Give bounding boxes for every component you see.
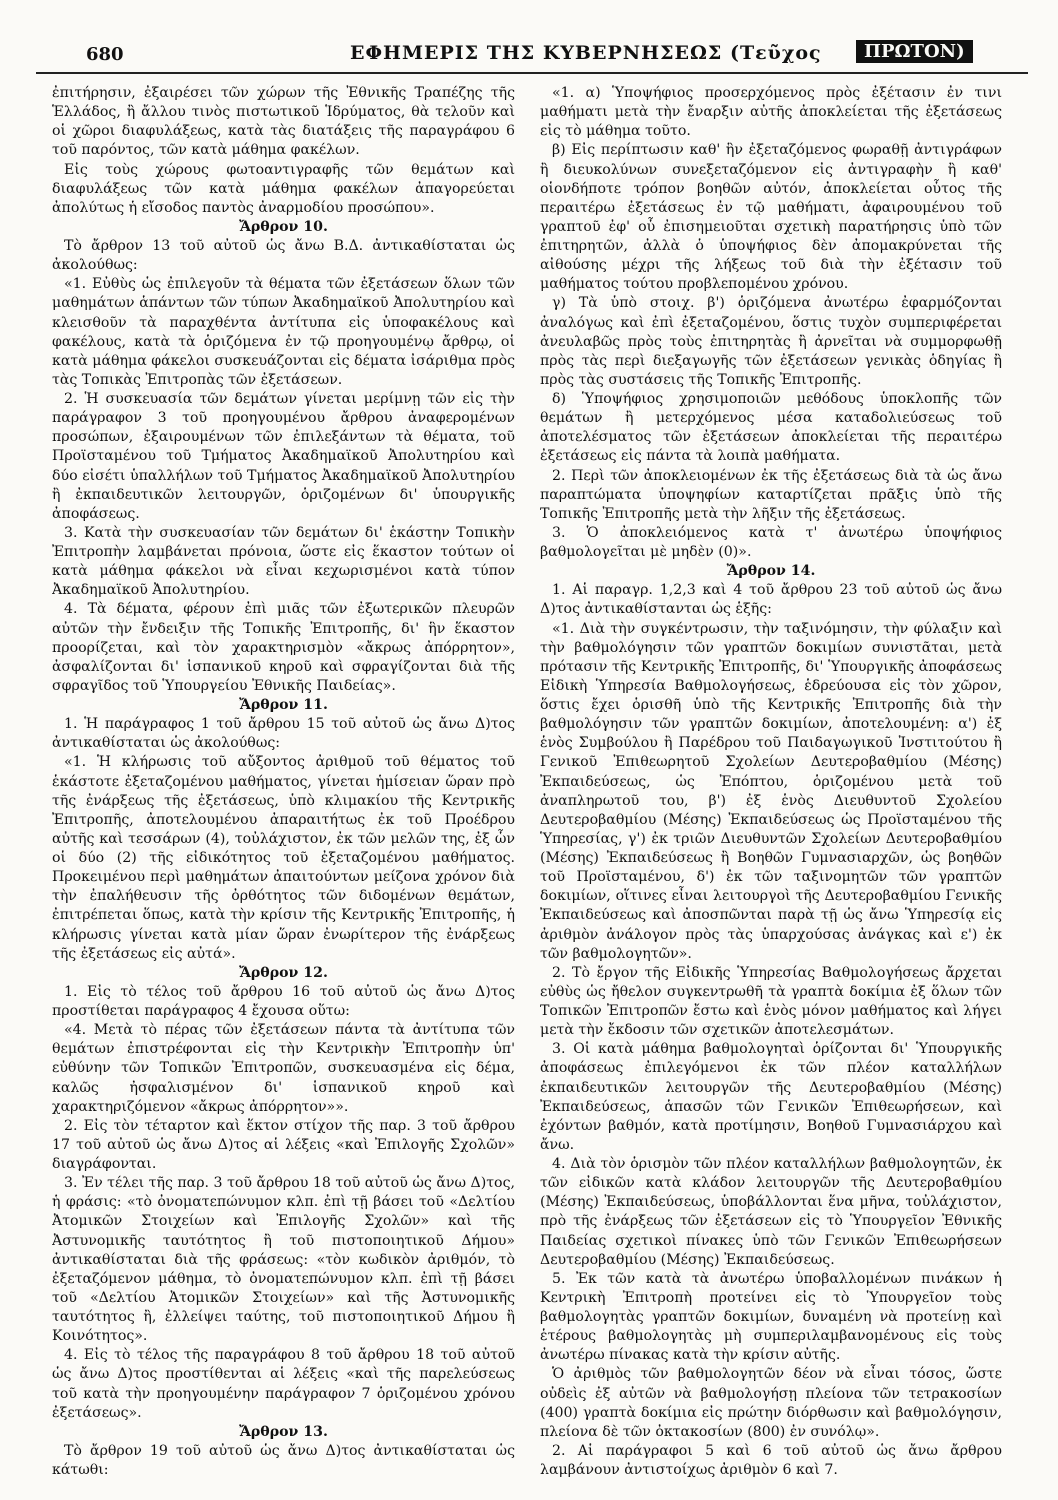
paragraph: «1. Ἡ κλήρωσις τοῦ αὔξοντος ἀριθμοῦ τοῦ θέματος τοῦ ἑκάστοτε ἐξεταζομένου μαθήματος, γίνεται ἡμίσειαν ὥραν πρὸ τῆς ἐνάρξεως τῆς ἐξετάσεως, ὑπὸ κλιμακίου τῆς Κεντρικῆς Ἐπιτροπῆς, ἀποτελουμένου ἀπαραιτήτως ἐκ τοῦ Προέδρου αὐτῆς καὶ τεσσάρων (4), τοὐλάχιστον, ἐκ τῶν μελῶν της, ἐξ ὧν οἱ δύο (2) τῆς εἰδικότητος τοῦ ἐξεταζομένου μαθήματος. Προκειμένου περὶ μαθημάτων ἀπαιτούντων μείζονα χρόνον διὰ τὴν ἐπαλήθευσιν τῆς ὀρθότητος τῶν διδομένων θεμάτων, ἐπιτρέπεται ὅπως, κατὰ τὴν κρίσιν τῆς Κεντρικῆς Ἐπιτροπῆς, ἡ κλήρωσις γίνεται κατὰ μίαν ὥραν ἐνωρίτερον τῆς ἐνάρξεως τῆς ἐξετάσεως εἰς αὐτά». [52, 754, 515, 962]
right-text-column [540, 84, 1002, 1492]
paragraph: 4. Τὰ δέματα, φέρουν ἐπὶ μιᾶς τῶν ἐξωτερικῶν πλευρῶν αὐτῶν τὴν ἔνδειξιν τῆς Τοπικῆς Ἐπιτροπῆς, δι' ἣν ἕκαστον προορίζεται, καὶ τὸν χαρακτηρισμὸν «ἄκρως ἀπόρρητον», ἀσφαλίζονται δι' ἱσπανικοῦ κηροῦ καὶ σφραγίζονται διὰ τῆς σφραγῖδος τοῦ Ὑπουργείου Ἐθνικῆς Παιδείας». [52, 601, 515, 694]
paragraph: 2. Τὸ ἔργον τῆς Εἰδικῆς Ὑπηρεσίας Βαθμολογήσεως ἄρχεται εὐθὺς ὡς ἤθελον συγκεντρωθῆ τὰ γραπτὰ δοκίμια ἐξ ὅλων τῶν Τοπικῶν Ἐπιτροπῶν ἔστω καὶ ἑνὸς μόνον μαθήματος καὶ λήγει μετὰ τὴν ἔκδοσιν τῶν σχετικῶν ἀποτελεσμάτων. [540, 964, 1002, 1039]
issue-label: ΠΡΩΤΟΝ) [856, 40, 973, 63]
article-heading: Ἄρθρον 11. [239, 697, 328, 713]
page-number: 680 [86, 44, 124, 65]
article-heading: Ἄρθρον 14. [726, 563, 816, 580]
paragraph: 3. Οἱ κατὰ μάθημα βαθμολογηταὶ ὁρίζονται δι' Ὑπουργικῆς ἀποφάσεως ἐπιλεγόμενοι ἐκ τῶν πλέον καταλλήλων ἐκπαιδευτικῶν λειτουργῶν τῆς Δευτεροβαθμίου (Μέσης) Ἐκπαιδεύσεως, ἁπασῶν τῶν Γενικῶν Ἐπιθεωρήσεων, καὶ ἐχόντων βαθμόν, κατὰ προτίμησιν, Βοηθοῦ Γυμνασιάρχου καὶ ἄνω. [540, 1041, 1002, 1153]
paragraph: Εἰς τοὺς χώρους φωτοαντιγραφῆς τῶν θεμάτων καὶ διαφυλάξεως τῶν κατὰ μάθημα φακέλων ἀπαγορεύεται ἀπολύτως ἡ εἴσοδος παντὸς ἀναρμοδίου προσώπου». [52, 161, 515, 216]
paragraph: 4. Διὰ τὸν ὁρισμὸν τῶν πλέον καταλλήλων βαθμολογητῶν, ἐκ τῶν εἰδικῶν κατὰ κλάδον λειτουργῶν τῆς Δευτεροβαθμίου (Μέσης) Ἐκπαιδεύσεως, ὑποβάλλονται ἕνα μῆνα, τοὐλάχιστον, πρὸ τῆς ἐνάρξεως τῶν ἐξετάσεων εἰς τὸ Ὑπουργεῖον Ἐθνικῆς Παιδείας σχετικοὶ πίνακες ὑπὸ τῶν Γενικῶν Ἐπιθεωρήσεων Δευτεροβαθμίου (Μέσης) Ἐκπαιδεύσεως. [540, 1156, 1002, 1268]
paragraph: Τὸ ἄρθρον 13 τοῦ αὐτοῦ ὡς ἄνω Β.Δ. ἀντικαθίσταται ὡς ἀκολούθως: [52, 238, 515, 274]
paragraph: 2. Αἱ παράγραφοι 5 καὶ 6 τοῦ αὐτοῦ ὡς ἄνω ἄρθρου λαμβάνουν ἀντιστοίχως ἀριθμὸν 6 καὶ 7. [540, 1442, 1002, 1478]
paragraph: 3. Κατὰ τὴν συσκευασίαν τῶν δεμάτων δι' ἑκάστην Τοπικὴν Ἐπιτροπὴν λαμβάνεται πρόνοια, ὥστε εἰς ἕκαστον τούτων οἱ κατὰ μάθημα φάκελοι νὰ εἶναι κεχωρισμένοι κατὰ τύπον Ἀκαδημαϊκοῦ Ἀπολυτηρίου. [52, 524, 515, 599]
paragraph: «1. α) Ὑποψήφιος προσερχόμενος πρὸς ἐξέτασιν ἐν τινι μαθήματι μετὰ τὴν ἔναρξιν αὐτῆς ἀποκλείεται τῆς ἐξετάσεως εἰς τὸ μάθημα τοῦτο. [540, 85, 1002, 140]
paragraph: 1. Ἡ παράγραφος 1 τοῦ ἄρθρου 15 τοῦ αὐτοῦ ὡς ἄνω Δ)τος ἀντικαθίσταται ὡς ἀκολούθως: [52, 716, 515, 752]
paragraph: «1. Διὰ τὴν συγκέντρωσιν, τὴν ταξινόμησιν, τὴν φύλαξιν καὶ τὴν βαθμολόγησιν τῶν γραπτῶν δοκιμίων συνιστᾶται, μετὰ πρότασιν τῆς Κεντρικῆς Ἐπιτροπῆς, δι' Ὑπουργικῆς ἀποφάσεως Εἰδικὴ Ὑπηρεσία Βαθμολογήσεως, ἑδρεύουσα εἰς τὸν χῶρον, ὅστις ἔχει ὁρισθῆ ὑπὸ τῆς Κεντρικῆς Ἐπιτροπῆς διὰ τὴν βαθμολόγησιν τῶν γραπτῶν δοκιμίων, ἀποτελουμένη: α') ἐξ ἑνὸς Συμβούλου ἢ Παρέδρου τοῦ Παιδαγωγικοῦ Ἰνστιτούτου ἢ Γενικοῦ Ἐπιθεωρητοῦ Σχολείων Δευτεροβαθμίου (Μέσης) Ἐκπαιδεύσεως, ὡς Ἐπόπτου, ὁριζομένου μετὰ τοῦ ἀναπληρωτοῦ του, β') ἐξ ἑνὸς Διευθυντοῦ Σχολείου Δευτεροβαθμίου (Μέσης) Ἐκπαιδεύσεως ὡς Προϊσταμένου τῆς Ὑπηρεσίας, γ') ἐκ τριῶν Διευθυντῶν Σχολείων Δευτεροβαθμίου (Μέσης) Ἐκπαιδεύσεως ἢ Βοηθῶν Γυμνασιαρχῶν, ὡς βοηθῶν τοῦ Προϊσταμένου, δ') ἐκ τῶν ταξινομητῶν τῶν γραπτῶν δοκιμίων, οἵτινες εἶναι λειτουργοὶ τῆς Δευτεροβαθμίου Γενικῆς Ἐκπαιδεύσεως καὶ ἀποσπῶνται παρὰ τῇ ὡς ἄνω Ὑπηρεσίᾳ εἰς ἀριθμὸν ἀνάλογον πρὸς τὰς ὑπαρχούσας ἀνάγκας καὶ ε') ἐκ τῶν βαθμολογητῶν». [540, 620, 1002, 962]
article-heading: Ἄρθρον 13. [239, 1423, 328, 1440]
paragraph: «1. Εὐθὺς ὡς ἐπιλεγοῦν τὰ θέματα τῶν ἐξετάσεων ὅλων τῶν μαθημάτων ἁπάντων τῶν τύπων Ἀκαδημαϊκοῦ Ἀπολυτηρίου καὶ κλεισθοῦν τὰ παραχθέντα ἀντίτυπα εἰς ὑποφακέλους καὶ φακέλους, κατὰ τὰ ὁριζόμενα ἐν τῷ προηγουμένῳ ἄρθρῳ, οἱ κατὰ μάθημα φάκελοι συσκευάζονται εἰς δέματα ἰσάριθμα πρὸς τὰς Τοπικὰς Ἐπιτροπὰς τῶν ἐξετάσεων. [52, 276, 515, 388]
paragraph: Τὸ ἄρθρον 19 τοῦ αὐτοῦ ὡς ἄνω Δ)τος ἀντικαθίσταται ὡς κάτωθι: [52, 1442, 515, 1478]
paragraph: 3. Ἐν τέλει τῆς παρ. 3 τοῦ ἄρθρου 18 τοῦ αὐτοῦ ὡς ἄνω Δ)τος, ἡ φράσις: «τὸ ὀνοματεπώνυμον κλπ. ἐπὶ τῇ βάσει τοῦ «Δελτίου Ἀτομικῶν Στοιχείων καὶ Ἐπιλογῆς Σχολῶν» καὶ τῆς Ἀστυνομικῆς ταυτότητος ἢ τοῦ πιστοποιητικοῦ Δήμου» ἀντικαθίσταται διὰ τῆς φράσεως: «τὸν κωδικὸν ἀριθμόν, τὸ ἐξεταζόμενον μάθημα, τὸ ὀνοματεπώνυμον κλπ. ἐπὶ τῇ βάσει τοῦ «Δελτίου Ἀτομικῶν Στοιχείων» καὶ τῆς Ἀστυνομικῆς ταυτότητος ἢ, ἐλλείψει ταύτης, τοῦ πιστοποιητικοῦ Δήμου ἢ Κοινότητος». [52, 1175, 515, 1345]
paragraph: 4. Εἰς τὸ τέλος τῆς παραγράφου 8 τοῦ ἄρθρου 18 τοῦ αὐτοῦ ὡς ἄνω Δ)τος προστίθενται αἱ λέξεις «καὶ τῆς παρελεύσεως τοῦ κατὰ τὴν προηγουμένην παράγραφον 7 ὁριζομένου χρόνου ἐξετάσεως». [52, 1347, 515, 1421]
paragraph: γ) Τὰ ὑπὸ στοιχ. β') ὁριζόμενα ἀνωτέρω ἐφαρμόζονται ἀναλόγως καὶ ἐπὶ ἐξεταζομένου, ὅστις τυχὸν συμπεριφέρεται ἀνευλαβῶς πρὸς τοὺς ἐπιτηρητὰς ἢ ἀρνεῖται νὰ συμμορφωθῇ πρὸς τὰς περὶ διεξαγωγῆς τῶν ἐξετάσεων γενικὰς ὁδηγίας ἢ πρὸς τὰς συστάσεις τῆς Τοπικῆς Ἐπιτροπῆς. [540, 295, 1002, 388]
paragraph: β) Εἰς περίπτωσιν καθ' ἣν ἐξεταζόμενος φωραθῇ ἀντιγράφων ἢ διευκολύνων συνεξεταζόμενον εἰς ἀντιγραφὴν ἢ καθ' οἱονδήποτε τρόπον βοηθῶν αὐτόν, ἀποκλείεται οὗτος τῆς περαιτέρω ἐξετάσεως ἐν τῷ μαθήματι, ἀφαιρουμένου τοῦ γραπτοῦ ἐφ' οὗ ἐπισημειοῦται σχετικὴ παρατήρησις ὑπὸ τῶν ἐπιτηρητῶν, ἀλλὰ ὁ ὑποψήφιος δὲν ἀπομακρύνεται τῆς αἰθούσης μέχρι τῆς λήξεως τοῦ διὰ τὴν ἐξέτασιν τοῦ μαθήματος τούτου προβλεπομένου χρόνου. [540, 142, 1002, 293]
left-text-column [52, 84, 515, 1492]
paragraph: 3. Ὁ ἀποκλειόμενος κατὰ τ' ἀνωτέρω ὑποψήφιος βαθμολογεῖται μὲ μηδὲν (0)». [540, 524, 1002, 560]
gazette-title: ΕΦΗΜΕΡΙΣ ΤΗΣ ΚΥΒΕΡΝΗΣΕΩΣ (Τεῦχος [350, 42, 822, 64]
paragraph: 2. Περὶ τῶν ἀποκλειομένων ἐκ τῆς ἐξετάσεως διὰ τὰ ὡς ἄνω παραπτώματα ὑποψηφίων καταρτίζεται πρᾶξις ὑπὸ τῆς Τοπικῆς Ἐπιτροπῆς μετὰ τὴν λῆξιν τῆς ἐξετάσεως. [540, 467, 1002, 522]
paragraph: «4. Μετὰ τὸ πέρας τῶν ἐξετάσεων πάντα τὰ ἀντίτυπα τῶν θεμάτων ἐπιστρέφονται εἰς τὴν Κεντρικὴν Ἐπιτροπὴν ὑπ' εὐθύνην τῶν Τοπικῶν Ἐπιτροπῶν, συσκευασμένα εἰς δέμα, καλῶς ἠσφαλισμένον δι' ἱσπανικοῦ κηροῦ καὶ χαρακτηριζόμενον «ἄκρως ἀπόρρητον»». [52, 1022, 515, 1115]
paragraph: 5. Ἐκ τῶν κατὰ τὰ ἀνωτέρω ὑποβαλλομένων πινάκων ἡ Κεντρικὴ Ἐπιτροπὴ προτείνει εἰς τὸ Ὑπουργεῖον τοὺς βαθμολογητὰς γραπτῶν δοκιμίων, δυναμένη νὰ προτείνῃ καὶ ἑτέρους βαθμολογητὰς μὴ συμπεριλαμβανομένους εἰς τοὺς ἀνωτέρω πίνακας κατὰ τὴν κρίσιν αὐτῆς. [540, 1270, 1002, 1364]
paragraph: 1. Εἰς τὸ τέλος τοῦ ἄρθρου 16 τοῦ αὐτοῦ ὡς ἄνω Δ)τος προστίθεται παράγραφος 4 ἔχουσα οὕτω: [52, 983, 515, 1019]
paragraph: ἐπιτήρησιν, ἐξαιρέσει τῶν χώρων τῆς Ἐθνικῆς Τραπέζης τῆς Ἑλλάδος, ἢ ἄλλου τινὸς πιστωτικοῦ Ἱδρύματος, θὰ τελοῦν καὶ οἱ χῶροι διαφυλάξεως, κατὰ τὰς διατάξεις τῆς παραγράφου 6 τοῦ παρόντος, τῶν κατὰ μάθημα φακέλων. [52, 85, 515, 159]
paragraph: 2. Ἡ συσκευασία τῶν δεμάτων γίνεται μερίμνῃ τῶν εἰς τὴν παράγραφον 3 τοῦ προηγουμένου ἄρθρου ἀναφερομένων προσώπων, ἐξαιρουμένων τῶν ἐπιλεξάντων τὰ θέματα, τοῦ Προϊσταμένου τοῦ Τμήματος Ἀκαδημαϊκοῦ Ἀπολυτηρίου καὶ δύο εἰσέτι ὑπαλλήλων τοῦ Τμήματος Ἀκαδημαϊκοῦ Ἀπολυτηρίου ἢ ἐκπαιδευτικῶν λειτουργῶν, ὁριζομένων δι' ὑπουργικῆς ἀποφάσεως. [52, 391, 515, 522]
paragraph: δ) Ὑποψήφιος χρησιμοποιῶν μεθόδους ὑποκλοπῆς τῶν θεμάτων ἢ μετερχόμενος μέσα καταδολιεύσεως τοῦ ἀποτελέσματος τῶν ἐξετάσεων ἀποκλείεται τῆς περαιτέρω ἐξετάσεως εἰς πάντα τὰ λοιπὰ μαθήματα. [540, 391, 1002, 465]
page-header [36, 36, 1028, 74]
paragraph: Ὁ ἀριθμὸς τῶν βαθμολογητῶν δέον νὰ εἶναι τόσος, ὥστε οὐδεὶς ἐξ αὐτῶν νὰ βαθμολογήσῃ πλείονα τῶν τετρακοσίων (400) γραπτὰ δοκίμια εἰς πρώτην διόρθωσιν καὶ βαθμολόγησιν, πλείονα δὲ τῶν ὀκτακοσίων (800) ἐν συνόλῳ». [540, 1366, 1002, 1440]
paragraph: 2. Εἰς τὸν τέταρτον καὶ ἕκτον στίχον τῆς παρ. 3 τοῦ ἄρθρου 17 τοῦ αὐτοῦ ὡς ἄνω Δ)τος αἱ λέξεις «καὶ Ἐπιλογῆς Σχολῶν» διαγράφονται. [52, 1117, 515, 1172]
article-heading: Ἄρθρον 10. [239, 218, 328, 235]
article-heading: Ἄρθρον 12. [239, 964, 328, 981]
paragraph: 1. Αἱ παραγρ. 1,2,3 καὶ 4 τοῦ ἄρθρου 23 τοῦ αὐτοῦ ὡς ἄνω Δ)τος ἀντικαθίστανται ὡς ἑξῆς: [540, 582, 1002, 618]
